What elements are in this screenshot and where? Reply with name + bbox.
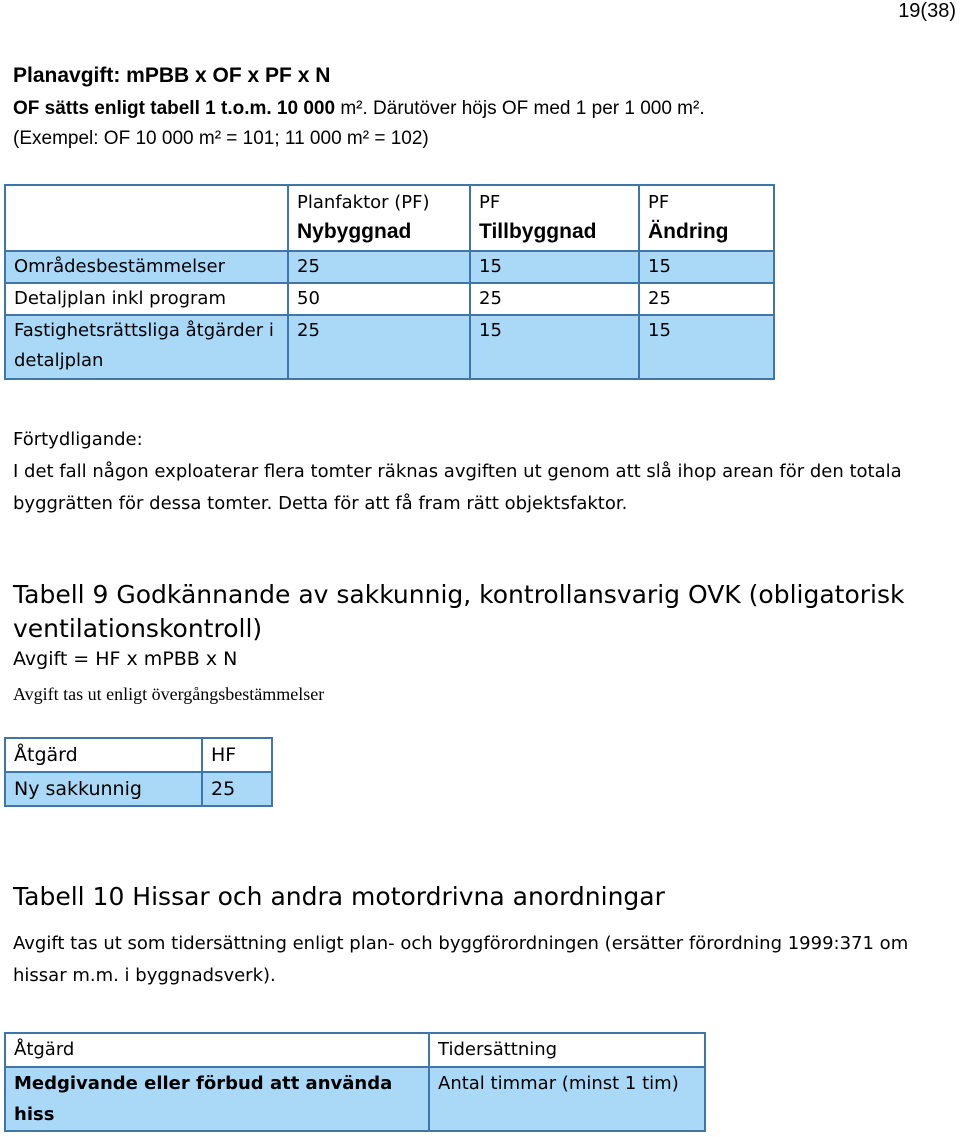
table-row [5, 772, 272, 806]
row-action: Medgivande eller förbud att använda hiss [5, 1067, 429, 1131]
header-action: Åtgärd [5, 1033, 429, 1067]
row-tillbyggnad: 25 [470, 283, 639, 315]
table-row [5, 283, 774, 315]
row-label: Områdesbestämmelser [5, 251, 288, 283]
table-row [5, 315, 774, 379]
plan-factor-table [4, 184, 775, 380]
plan-fee-rule-bold: OF sätts enligt tabell 1 t.o.m. 10 000 [13, 98, 336, 119]
header-empty-cell [5, 185, 288, 251]
table-row [5, 1067, 705, 1131]
header-hf: HF [202, 738, 272, 772]
table-header-row [5, 1033, 705, 1067]
row-tillbyggnad: 15 [470, 251, 639, 283]
table9-note: Avgift tas ut enligt övergångsbestämmelser [13, 684, 325, 704]
table10 [4, 1032, 706, 1132]
row-andring: 25 [639, 283, 774, 315]
header-nybyggnad [288, 185, 470, 251]
plan-fee-rule [13, 98, 705, 120]
row-andring: 15 [639, 251, 774, 283]
row-time: Antal timmar (minst 1 tim) [429, 1067, 705, 1131]
page-number: 19(38) [898, 0, 956, 22]
row-hf: 25 [202, 772, 272, 806]
header-action: Åtgärd [5, 738, 202, 772]
row-nybyggnad: 50 [288, 283, 470, 315]
table9-title: Tabell 9 Godkännande av sakkunnig, kontrollansvarig OVK (obligatorisk ventilationskontroll) [13, 580, 905, 643]
header-nybyggnad-line1: Planfaktor (PF) [297, 192, 430, 213]
table-header-row [5, 185, 774, 251]
table-header-row [5, 738, 272, 772]
header-tillbyggnad-line1: PF [479, 192, 501, 213]
row-tillbyggnad: 15 [470, 315, 639, 379]
table9-formula: Avgift = HF x mPBB x N [13, 648, 238, 670]
row-label: Fastighetsrättsliga åtgärder i detaljplan [5, 315, 288, 379]
header-tillbyggnad [470, 185, 639, 251]
clarification-text: I det fall någon exploaterar flera tomter räknas avgiften ut genom att slå ihop arean för den totala byggrätten för dessa tomter. Detta för att få fram rätt objektsfaktor. [13, 461, 902, 514]
table9 [4, 737, 273, 807]
header-tillbyggnad-line2: Tillbyggnad [479, 220, 597, 243]
header-nybyggnad-line2: Nybyggnad [297, 220, 412, 243]
row-nybyggnad: 25 [288, 251, 470, 283]
row-action: Ny sakkunnig [5, 772, 202, 806]
row-andring: 15 [639, 315, 774, 379]
header-andring [639, 185, 774, 251]
table10-title: Tabell 10 Hissar och andra motordrivna anordningar [13, 882, 665, 911]
plan-fee-rule-rest: m². Därutöver höjs OF med 1 per 1 000 m². [335, 98, 705, 119]
header-andring-line1: PF [648, 192, 670, 213]
header-time: Tidersättning [429, 1033, 705, 1067]
table-row [5, 251, 774, 283]
plan-fee-example: (Exempel: OF 10 000 m² = 101; 11 000 m² = 102) [13, 128, 429, 149]
plan-fee-heading: Planavgift: mPBB x OF x PF x N [13, 64, 331, 87]
row-nybyggnad: 25 [288, 315, 470, 379]
header-andring-line2: Ändring [648, 220, 729, 243]
table10-text: Avgift tas ut som tidersättning enligt plan- och byggförordningen (ersätter förordning 1999:371 om hissar m.m. i byggnadsverk). [13, 933, 909, 986]
clarification-label: Förtydligande: [13, 429, 143, 450]
row-label: Detaljplan inkl program [5, 283, 288, 315]
